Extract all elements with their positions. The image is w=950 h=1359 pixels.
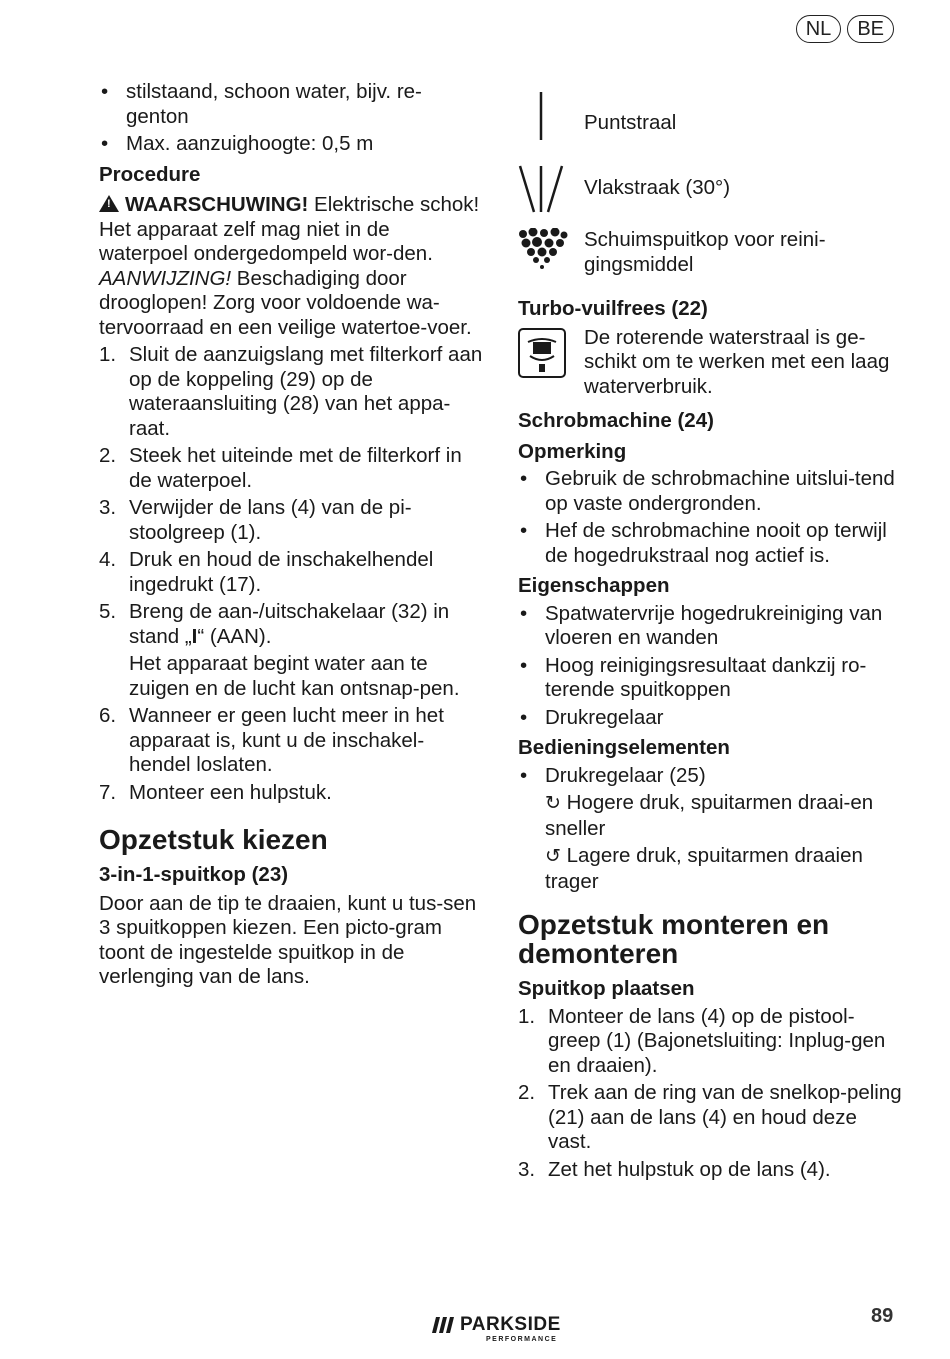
body-paragraph: Door aan de tip te draaien, kunt u tus-sen 3 spuitkoppen kiezen. Een picto-gram toont de ingestelde spuitkop in de verlenging van de lans. bbox=[99, 891, 477, 988]
sub-heading: 3-in-1-spuitkop (23) bbox=[99, 863, 289, 886]
left-column bbox=[99, 80, 484, 990]
props-title: Eigenschappen bbox=[518, 574, 670, 597]
step-number: 1. bbox=[99, 343, 117, 366]
nozzle-row-foam bbox=[518, 228, 903, 277]
nozzle-label: Vlakstraak (30°) bbox=[584, 176, 731, 199]
rotate-clockwise-icon: ↻ bbox=[545, 793, 561, 814]
page-number: 89 bbox=[871, 1305, 894, 1327]
section-heading: Opzetstuk monteren en demonteren bbox=[518, 909, 830, 969]
bullet-item: • Hef de schrobmachine nooit op terwijl de hogedrukstraal nog actief is. bbox=[518, 519, 903, 568]
step-item bbox=[518, 1158, 903, 1183]
step-item bbox=[518, 1005, 903, 1079]
logo-stripes-icon bbox=[432, 1317, 454, 1333]
logo-text: PARKSIDE bbox=[460, 1314, 561, 1335]
step-text: Zet het hulpstuk op de lans (4). bbox=[548, 1157, 831, 1181]
nozzle-row-fan bbox=[518, 164, 903, 222]
controls-title: Bedieningselementen bbox=[518, 736, 730, 759]
scrub-title: Schrobmachine (24) bbox=[518, 409, 714, 432]
step-item bbox=[518, 1081, 903, 1155]
rotate-counterclockwise-icon: ↺ bbox=[545, 846, 561, 867]
bullet-item: • Spatwatervrije hogedrukreiniging van vloeren en wanden bbox=[518, 602, 903, 651]
procedure-title: Procedure bbox=[99, 162, 201, 186]
parkside-logo bbox=[432, 1314, 561, 1343]
step-text-end: “ (AAN). bbox=[197, 624, 272, 648]
step-item bbox=[99, 496, 484, 545]
foam-nozzle-icon bbox=[518, 228, 568, 272]
step-item bbox=[99, 704, 484, 778]
bullet-item: • Max. aanzuighoogte: 0,5 m bbox=[99, 132, 484, 157]
note-paragraph bbox=[99, 267, 484, 341]
section-heading: Opzetstuk kiezen bbox=[99, 824, 328, 855]
clockwise-line bbox=[518, 791, 903, 841]
point-jet-icon bbox=[518, 88, 568, 140]
note-label: AANWIJZING! bbox=[99, 266, 232, 290]
step-text: Wanneer er geen lucht meer in het apparaat is, kunt u de inschakel-hendel loslaten. bbox=[129, 704, 444, 776]
switch-position: I bbox=[191, 624, 198, 648]
bullet-item: • Drukregelaar (25) bbox=[518, 764, 903, 789]
turbo-nozzle-icon bbox=[518, 328, 566, 378]
step-number: 1. bbox=[518, 1004, 536, 1028]
step-text: Trek aan de ring van de snelkop-peling (21) aan de lans (4) en houd deze vast. bbox=[548, 1081, 902, 1153]
language-badge-be: BE bbox=[847, 15, 894, 43]
turbo-row bbox=[518, 326, 903, 400]
warning-triangle-icon: ! bbox=[99, 195, 119, 212]
step-item bbox=[99, 600, 484, 649]
step-number: 2. bbox=[99, 444, 117, 467]
step-text: Steek het uiteinde met de filterkorf in de waterpoel. bbox=[129, 444, 462, 492]
bullet-item: • stilstaand, schoon water, bijv. re-genton bbox=[99, 80, 484, 129]
step-number: 3. bbox=[99, 496, 117, 519]
logo-subtext: PERFORMANCE bbox=[486, 1336, 558, 1343]
right-column bbox=[518, 88, 903, 1182]
place-title: Spuitkop plaatsen bbox=[518, 977, 695, 1000]
bullet-item: • Drukregelaar bbox=[518, 706, 903, 731]
step-text: Druk en houd de inschakelhendel ingedrukt (17). bbox=[129, 548, 434, 596]
step-number: 3. bbox=[518, 1157, 536, 1181]
step-text: Monteer een hulpstuk. bbox=[129, 780, 332, 804]
step-item bbox=[99, 444, 484, 493]
step-continuation: Het apparaat begint water aan te zuigen en de lucht kan ontsnap-pen. bbox=[129, 652, 460, 700]
step-text: Monteer de lans (4) op de pistool-greep (1) (Bajonetsluiting: Inplug-gen en draaien). bbox=[548, 1004, 886, 1077]
turbo-title: Turbo-vuilfrees (22) bbox=[518, 297, 708, 320]
step-item bbox=[99, 781, 484, 806]
step-text: Sluit de aanzuigslang met filterkorf aan op de koppeling (29) op de wateraansluiting (28) van het appa-raat. bbox=[129, 343, 483, 440]
language-badge-nl: NL bbox=[796, 15, 842, 43]
warning-label: WAARSCHUWING! bbox=[125, 193, 309, 216]
bullet-item: • Hoog reinigingsresultaat dankzij ro-terende spuitkoppen bbox=[518, 654, 903, 703]
step-item bbox=[99, 548, 484, 597]
clockwise-text: Hogere druk, spuitarmen draai-en sneller bbox=[545, 791, 874, 840]
step-number: 5. bbox=[99, 600, 117, 623]
step-number: 7. bbox=[99, 780, 117, 804]
language-badges bbox=[796, 15, 894, 43]
bullet-item: • Gebruik de schrobmachine uitslui-tend op vaste ondergronden. bbox=[518, 467, 903, 516]
step-number: 6. bbox=[99, 704, 117, 727]
nozzle-label: Puntstraal bbox=[584, 111, 677, 134]
counterclockwise-line bbox=[518, 844, 903, 894]
note-text: Beschadiging door drooglopen! Zorg voor voldoende wa-tervoorraad en een veilige watertoe-voer. bbox=[99, 266, 472, 339]
step-item bbox=[99, 343, 484, 441]
turbo-text: De roterende waterstraal is ge-schikt om te werken met een laag waterverbruik. bbox=[584, 325, 890, 398]
nozzle-row-point bbox=[518, 88, 903, 140]
warning-paragraph bbox=[99, 193, 484, 267]
step-number: 4. bbox=[99, 548, 117, 571]
counterclockwise-text: Lagere druk, spuitarmen draaien trager bbox=[545, 844, 863, 893]
step-number: 2. bbox=[518, 1081, 536, 1104]
step-text: Breng de aan-/uitschakelaar (32) in stand „ bbox=[129, 600, 450, 648]
remark-title: Opmerking bbox=[518, 439, 627, 463]
nozzle-label: Schuimspuitkop voor reini-gingsmiddel bbox=[584, 228, 826, 276]
fan-jet-icon bbox=[518, 164, 568, 214]
warning-text: Elektrische schok! Het apparaat zelf mag niet in de waterpoel ondergedompeld wor-den. bbox=[99, 193, 480, 265]
step-text: Verwijder de lans (4) van de pi-stoolgreep (1). bbox=[129, 496, 412, 544]
